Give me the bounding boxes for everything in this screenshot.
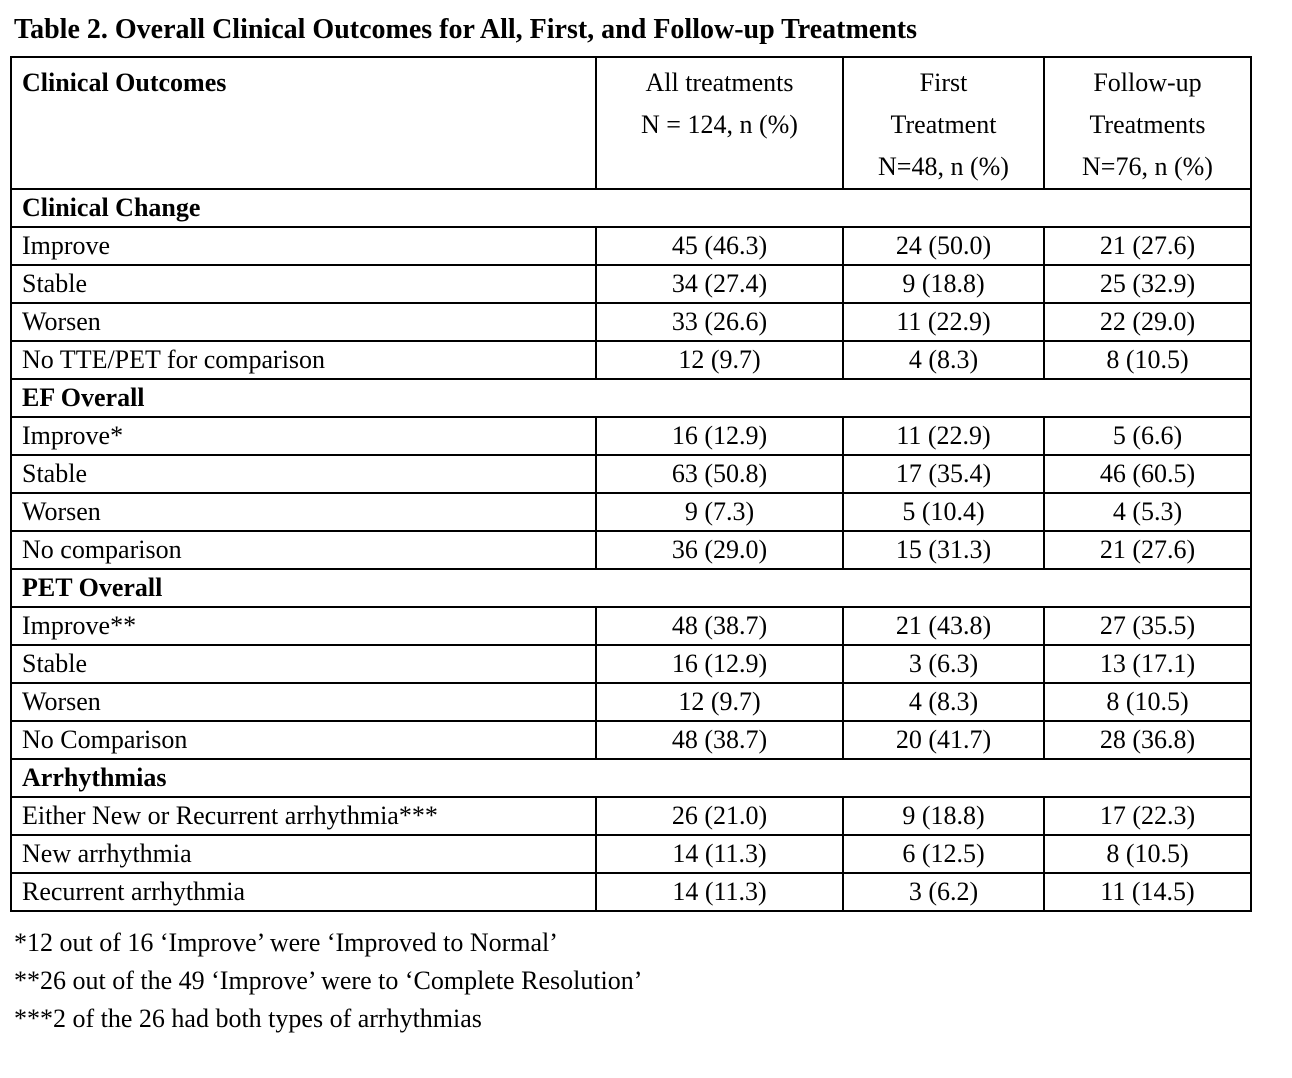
- footnotes: [14, 924, 1278, 1038]
- value-cell: 20 (41.7): [843, 721, 1044, 759]
- table-row: [11, 683, 1251, 721]
- row-label: Stable: [11, 265, 596, 303]
- value-cell: 4 (5.3): [1044, 493, 1251, 531]
- column-header-first-treatment: [843, 57, 1044, 189]
- row-label: Worsen: [11, 683, 596, 721]
- value-cell: 48 (38.7): [596, 721, 843, 759]
- value-cell: 6 (12.5): [843, 835, 1044, 873]
- value-cell: 12 (9.7): [596, 683, 843, 721]
- value-cell: 3 (6.2): [843, 873, 1044, 911]
- value-cell: 4 (8.3): [843, 683, 1044, 721]
- value-cell: 3 (6.3): [843, 645, 1044, 683]
- section-header: Clinical Change: [11, 189, 1251, 227]
- footnote-improve-pet: **26 out of the 49 ‘Improve’ were to ‘Complete Resolution’: [14, 966, 643, 995]
- footnote-improve-ef: *12 out of 16 ‘Improve’ were ‘Improved to Normal’: [14, 928, 558, 957]
- table-row: [11, 531, 1251, 569]
- table-row: [11, 265, 1251, 303]
- value-cell: 11 (14.5): [1044, 873, 1251, 911]
- value-cell: 21 (43.8): [843, 607, 1044, 645]
- value-cell: 45 (46.3): [596, 227, 843, 265]
- column-header-all-treatments: [596, 57, 843, 189]
- value-cell: 28 (36.8): [1044, 721, 1251, 759]
- table-title: Table 2. Overall Clinical Outcomes for All, First, and Follow-up Treatments: [14, 14, 917, 45]
- value-cell: 8 (10.5): [1044, 683, 1251, 721]
- row-label: New arrhythmia: [11, 835, 596, 873]
- header-line: Treatments: [1089, 110, 1206, 139]
- value-cell: 8 (10.5): [1044, 835, 1251, 873]
- row-label: Either New or Recurrent arrhythmia***: [11, 797, 596, 835]
- value-cell: 26 (21.0): [596, 797, 843, 835]
- table-row: [11, 797, 1251, 835]
- value-cell: 13 (17.1): [1044, 645, 1251, 683]
- row-label: Recurrent arrhythmia: [11, 873, 596, 911]
- value-cell: 15 (31.3): [843, 531, 1044, 569]
- header-line: First: [919, 68, 968, 97]
- value-cell: 16 (12.9): [596, 417, 843, 455]
- header-line: Treatment: [890, 110, 997, 139]
- header-line: All treatments: [645, 68, 794, 97]
- value-cell: 21 (27.6): [1044, 531, 1251, 569]
- value-cell: 9 (18.8): [843, 797, 1044, 835]
- table-row: [11, 227, 1251, 265]
- header-line: N=76, n (%): [1082, 152, 1213, 181]
- row-label: Improve**: [11, 607, 596, 645]
- section-header: Arrhythmias: [11, 759, 1251, 797]
- table-row: [11, 873, 1251, 911]
- column-header-followup-treatments: [1044, 57, 1251, 189]
- value-cell: 46 (60.5): [1044, 455, 1251, 493]
- section-header: EF Overall: [11, 379, 1251, 417]
- value-cell: 11 (22.9): [843, 303, 1044, 341]
- section-header-row: [11, 379, 1251, 417]
- value-cell: 9 (18.8): [843, 265, 1044, 303]
- section-header-row: [11, 569, 1251, 607]
- table-row: [11, 607, 1251, 645]
- value-cell: 34 (27.4): [596, 265, 843, 303]
- table-row: [11, 493, 1251, 531]
- value-cell: 14 (11.3): [596, 873, 843, 911]
- value-cell: 5 (6.6): [1044, 417, 1251, 455]
- value-cell: 14 (11.3): [596, 835, 843, 873]
- table-row: [11, 835, 1251, 873]
- section-header: PET Overall: [11, 569, 1251, 607]
- clinical-outcomes-table: [10, 56, 1252, 912]
- header-line: Follow-up: [1093, 68, 1202, 97]
- value-cell: 24 (50.0): [843, 227, 1044, 265]
- row-label: Improve*: [11, 417, 596, 455]
- value-cell: 22 (29.0): [1044, 303, 1251, 341]
- value-cell: 17 (35.4): [843, 455, 1044, 493]
- table-row: [11, 417, 1251, 455]
- value-cell: 27 (35.5): [1044, 607, 1251, 645]
- value-cell: 25 (32.9): [1044, 265, 1251, 303]
- row-label: Worsen: [11, 303, 596, 341]
- row-label: Improve: [11, 227, 596, 265]
- value-cell: 8 (10.5): [1044, 341, 1251, 379]
- header-line: N = 124, n (%): [641, 110, 798, 139]
- header-line: N=48, n (%): [878, 152, 1009, 181]
- value-cell: 9 (7.3): [596, 493, 843, 531]
- footnote-arrhythmias: ***2 of the 26 had both types of arrhythmias: [14, 1004, 482, 1033]
- value-cell: 16 (12.9): [596, 645, 843, 683]
- section-header-row: [11, 759, 1251, 797]
- value-cell: 33 (26.6): [596, 303, 843, 341]
- row-label: Worsen: [11, 493, 596, 531]
- header-row: [11, 57, 1251, 189]
- value-cell: 36 (29.0): [596, 531, 843, 569]
- table-row: [11, 303, 1251, 341]
- row-label: No comparison: [11, 531, 596, 569]
- row-label: Stable: [11, 645, 596, 683]
- row-label: No TTE/PET for comparison: [11, 341, 596, 379]
- value-cell: 11 (22.9): [843, 417, 1044, 455]
- section-header-row: [11, 189, 1251, 227]
- table-row: [11, 455, 1251, 493]
- value-cell: 48 (38.7): [596, 607, 843, 645]
- table-row: [11, 721, 1251, 759]
- table-row: [11, 645, 1251, 683]
- table-row: [11, 341, 1251, 379]
- value-cell: 17 (22.3): [1044, 797, 1251, 835]
- column-header-clinical-outcomes: Clinical Outcomes: [11, 57, 596, 189]
- row-label: Stable: [11, 455, 596, 493]
- value-cell: 4 (8.3): [843, 341, 1044, 379]
- value-cell: 63 (50.8): [596, 455, 843, 493]
- value-cell: 21 (27.6): [1044, 227, 1251, 265]
- row-label: No Comparison: [11, 721, 596, 759]
- value-cell: 5 (10.4): [843, 493, 1044, 531]
- table-body: [11, 189, 1251, 911]
- value-cell: 12 (9.7): [596, 341, 843, 379]
